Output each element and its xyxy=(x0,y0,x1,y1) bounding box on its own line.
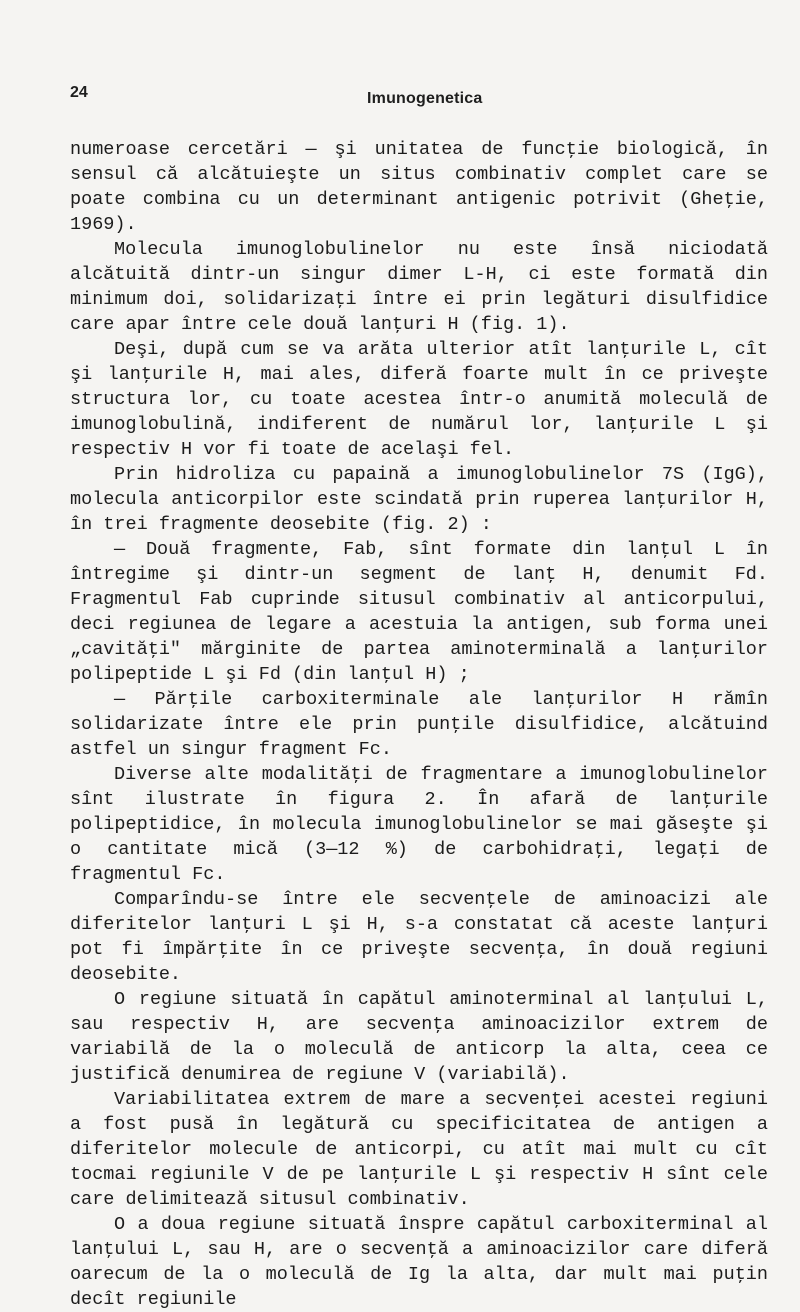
running-title: Imunogenetica xyxy=(367,90,483,107)
list-item: — Două fragmente, Fab, sînt formate din lanţul L în întregime şi dintr-un segment de lanţ H, denumit Fd. Fragmentul Fab cuprinde situsul combinativ al anticorpului, deci regiunea de legare a acestuia la antigen, sub forma unei „cavităţi" mărginite de partea aminoterminală a lanţurilor polipeptide L şi Fd (din lanţul H) ; xyxy=(70,539,768,685)
paragraph: Variabilitatea extrem de mare a secvenţei acestei regiuni a fost pusă în legătură cu specificitatea de antigen a diferitelor molecule de anticorpi, cu atît mai mult cu cît tocmai regiunile V de pe lanţurile L şi respectiv H sînt cele care delimitează situsul combinativ. xyxy=(70,1089,768,1210)
page-header xyxy=(60,84,760,114)
paragraph: Deşi, după cum se va arăta ulterior atît lanţurile L, cît şi lanţurile H, mai ales, diferă foarte mult în ce priveşte structura lor, cu toate acestea într-o anumită moleculă de imunoglobulină, indiferent de numărul lor, lanţurile L şi respectiv H vor fi toate de acelaşi fel. xyxy=(70,339,768,460)
paragraph: Comparîndu-se între ele secvenţele de aminoacizi ale diferitelor lanţuri L şi H, s-a constatat că aceste lanţuri pot fi împărţite în ce priveşte secvenţa, în două regiuni deosebite. xyxy=(70,889,768,985)
paragraph: Prin hidroliza cu papaină a imunoglobulinelor 7S (IgG), molecula anticorpilor este scindată prin ruperea lanţurilor H, în trei fragmente deosebite (fig. 2) : xyxy=(70,464,768,535)
list-item: — Părţile carboxiterminale ale lanţurilor H rămîn solidarizate între ele prin punţile disulfidice, alcătuind astfel un singur fragment Fc. xyxy=(70,689,768,760)
paragraph: numeroase cercetări — şi unitatea de funcţie biologică, în sensul că alcătuieşte un situs combinativ complet care se poate combina cu un determinant antigenic potrivit (Gheţie, 1969). xyxy=(70,139,768,235)
paragraph: O regiune situată în capătul aminoterminal al lanţului L, sau respectiv H, are secvenţa aminoacizilor extrem de variabilă de la o moleculă de anticorp la alta, ceea ce justifică denumirea de regiune V (variabilă). xyxy=(70,989,768,1085)
paragraph: Diverse alte modalităţi de fragmentare a imunoglobulinelor sînt ilustrate în figura 2. În afară de lanţurile polipeptidice, în molecula imunoglobulinelor se mai găseşte şi o cantitate mică (3—12 %) de carbohidraţi, legaţi de fragmentul Fc. xyxy=(70,764,768,885)
page-number: 24 xyxy=(70,84,88,101)
paragraph: Molecula imunoglobulinelor nu este însă niciodată alcătuită dintr-un singur dimer L-H, ci este formată din minimum doi, solidarizaţi între ei prin legături disulfidice care apar între cele două lanţuri H (fig. 1). xyxy=(70,239,768,335)
paragraph: O a doua regiune situată înspre capătul carboxiterminal al lanţului L, sau H, are o secvenţă a aminoacizilor care diferă oarecum de la o moleculă de Ig la alta, dar mult mai puţin decît regiunile xyxy=(70,1214,768,1310)
